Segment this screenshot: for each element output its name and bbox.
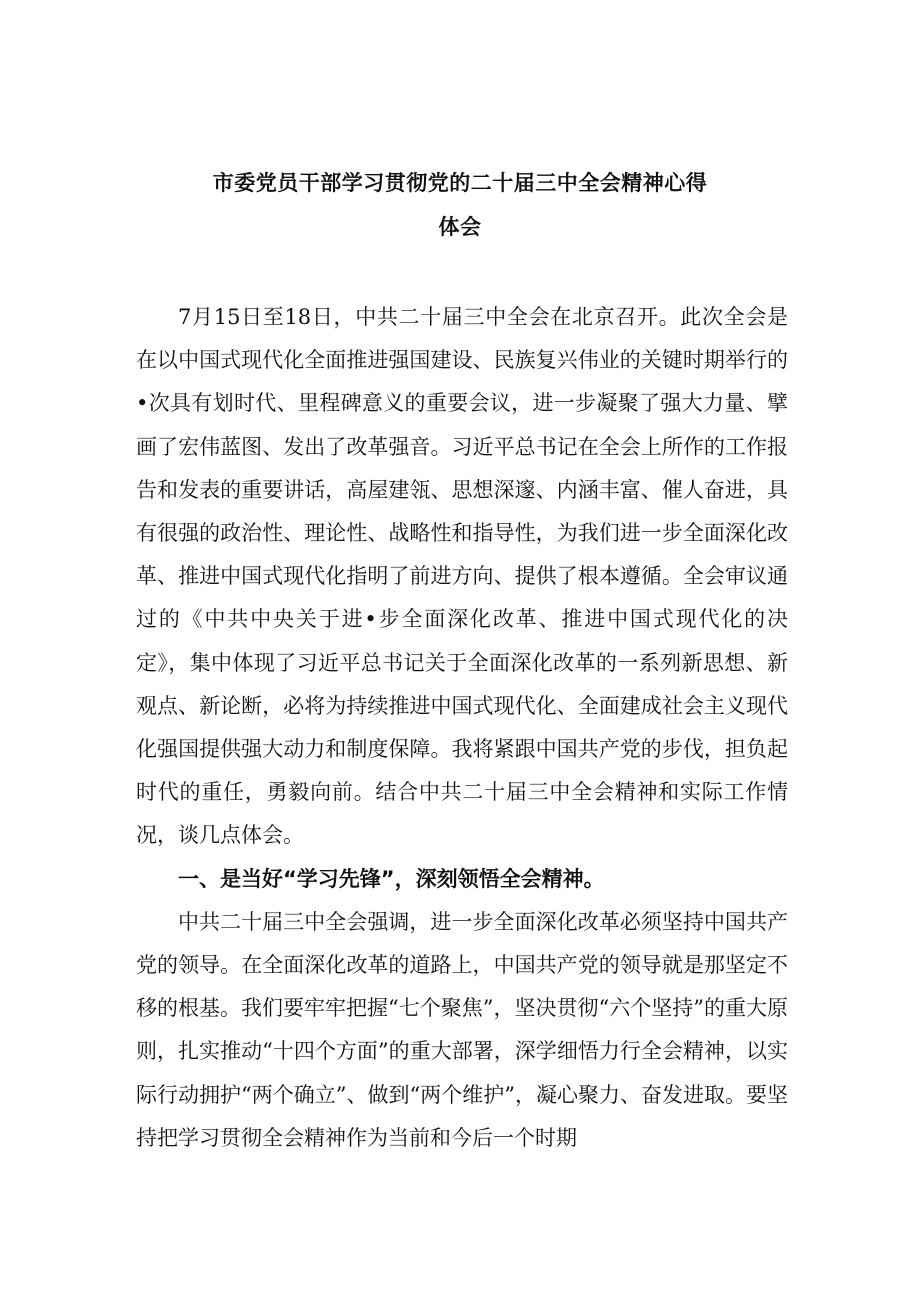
section-heading-1: 一、是当好“学习先锋”，深刻领悟全会精神。 xyxy=(178,866,605,891)
document-title-line-1: 市委党员干部学习贯彻党的二十届三中全会精神心得 xyxy=(212,171,708,195)
document-title-line-2: 体会 xyxy=(438,215,482,239)
intro-paragraph: 7月15日至18日，中共二十届三中全会在北京召开。此次全会是在以中国式现代化全面推进强国建设、民族复兴伟业的关键时期举行的•次具有划时代、里程碑意义的重要会议，进一步凝聚了强大力量、擘画了宏伟蓝图、发出了改革强音。习近平总书记在全会上所作的工作报告和发表的重要讲话，高屋建瓴、思想深邃、内涵丰富、催人奋进，具有很强的政治性、理论性、战略性和指导性，为我们进一步全面深化改革、推进中国式现代化指明了前进方向、提供了根本遵循。全会审议通过的《中共中央关于进•步全面深化改革、推进中国式现代化的决定》，集中体现了习近平总书记关于全面深化改革的一系列新思想、新观点、新论断，必将为持续推进中国式现代化、全面建成社会主义现代化强国提供强大动力和制度保障。我将紧跟中国共产党的步伐，担负起时代的重任，勇毅向前。结合中共二十届三中全会精神和实际工作情况，谈几点体会。 xyxy=(136,305,788,848)
document-body xyxy=(136,296,788,1160)
section-1-paragraph: 中共二十届三中全会强调，进一步全面深化改革必须坚持中国共产党的领导。在全面深化改革的道路上，中国共产党的领导就是那坚定不移的根基。我们要牢牢把握“七个聚焦”，坚决贯彻“六个坚持”的重大原则，扎实推动“十四个方面”的重大部署，深学细悟力行全会精神，以实际行动拥护“两个确立”、做到“两个维护”，凝心聚力、奋发进取。要坚持把学习贯彻全会精神作为当前和今后一个时期 xyxy=(136,909,788,1150)
